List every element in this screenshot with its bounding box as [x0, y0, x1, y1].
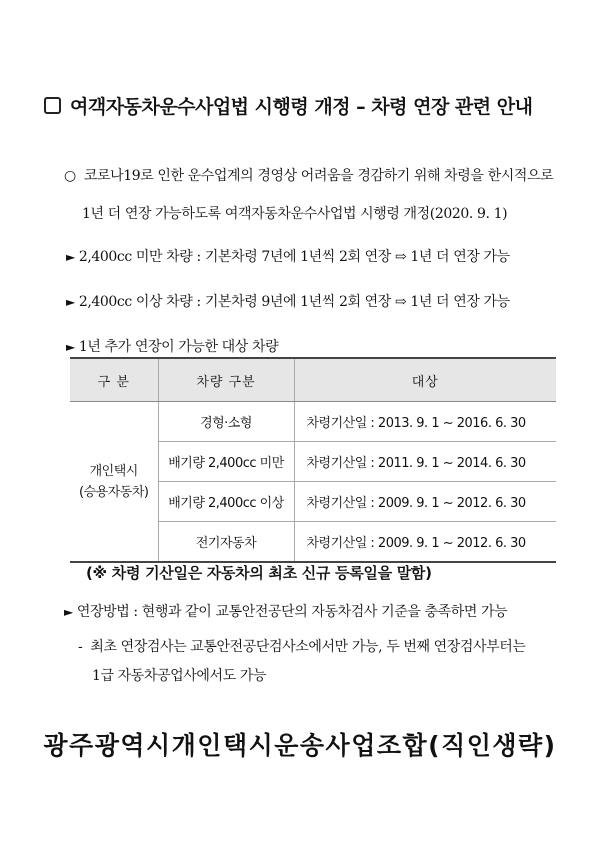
group-label: 개인택시: [89, 463, 138, 479]
arrow-bullet-icon: ►: [66, 295, 75, 309]
target-cell: 차령기산일 : 2009. 9. 1 ~ 2012. 6. 30: [294, 522, 556, 563]
arrow-bullet-icon: ►: [64, 605, 73, 619]
extension-method: [64, 601, 507, 621]
target-cell: 차령기산일 : 2011. 9. 1 ~ 2014. 6. 30: [294, 442, 556, 482]
issuer-signature: 광주광역시개인택시운송사업조합(직인생략): [43, 731, 557, 760]
vehicle-type-cell: 배기량 2,400cc 이상: [158, 482, 294, 522]
group-sublabel: (승용자동차): [79, 484, 149, 500]
circle-bullet-icon: ○: [64, 168, 76, 184]
vehicle-type-cell: 전기자동차: [158, 522, 294, 563]
bullet-under-2400: [66, 246, 510, 266]
bullet-over-2400: [66, 291, 510, 311]
arrow-bullet-icon: ►: [66, 250, 75, 264]
bullet-text: 2,400cc 이상 차량 : 기본차령 9년에 1년씩 2회 연장 ⇨ 1년 더 연장 가능: [78, 294, 510, 310]
dash-bullet: -: [78, 639, 83, 655]
bullet-text: 2,400cc 미만 차량 : 기본차령 7년에 1년씩 2회 연장 ⇨ 1년 더 연장 가능: [78, 249, 510, 265]
bullet-target-vehicles: [66, 336, 278, 356]
vehicle-age-note: (※ 차령 기산일은 자동차의 최초 신규 등록일을 말함): [86, 564, 432, 582]
sub-text-1: 최초 연장검사는 교통안전공단검사소에서만 가능, 두 번째 연장검사부터는: [90, 639, 526, 655]
group-cell: [70, 402, 158, 563]
header-category: 구 분: [70, 358, 158, 402]
target-cell: 차령기산일 : 2009. 9. 1 ~ 2012. 6. 30: [294, 482, 556, 522]
vehicle-type-cell: 배기량 2,400cc 미만: [158, 442, 294, 482]
sub-line-1: [78, 636, 526, 656]
checkbox-icon: [44, 97, 61, 114]
target-cell: 차령기산일 : 2013. 9. 1 ~ 2016. 6. 30: [294, 402, 556, 442]
header-target: 대상: [294, 358, 556, 402]
extension-method-text: 연장방법 : 현행과 같이 교통안전공단의 자동차검사 기준을 충족하면 가능: [76, 604, 508, 620]
header-vehicle-type: 차량 구분: [158, 358, 294, 402]
document-title-text: 여객자동차운수사업법 시행령 개정 – 차령 연장 관련 안내: [70, 96, 533, 118]
bullet-text: 1년 추가 연장이 가능한 대상 차량: [78, 339, 279, 355]
intro-line-1: [64, 165, 553, 185]
vehicle-type-cell: 경형·소형: [158, 402, 294, 442]
table-header-row: [70, 358, 556, 402]
arrow-bullet-icon: ►: [66, 340, 75, 354]
sub-line-2: 1급 자동차공업사에서도 가능: [92, 668, 267, 684]
vehicle-table: [70, 357, 556, 563]
table-row: [70, 402, 556, 442]
intro-text-1: 코로나19로 인한 운수업계의 경영상 어려움을 경감하기 위해 차령을 한시적으로: [83, 168, 554, 184]
intro-line-2: 1년 더 연장 가능하도록 여객자동차운수사업법 시행령 개정(2020. 9. 1): [82, 206, 508, 222]
document-title: [44, 92, 584, 119]
